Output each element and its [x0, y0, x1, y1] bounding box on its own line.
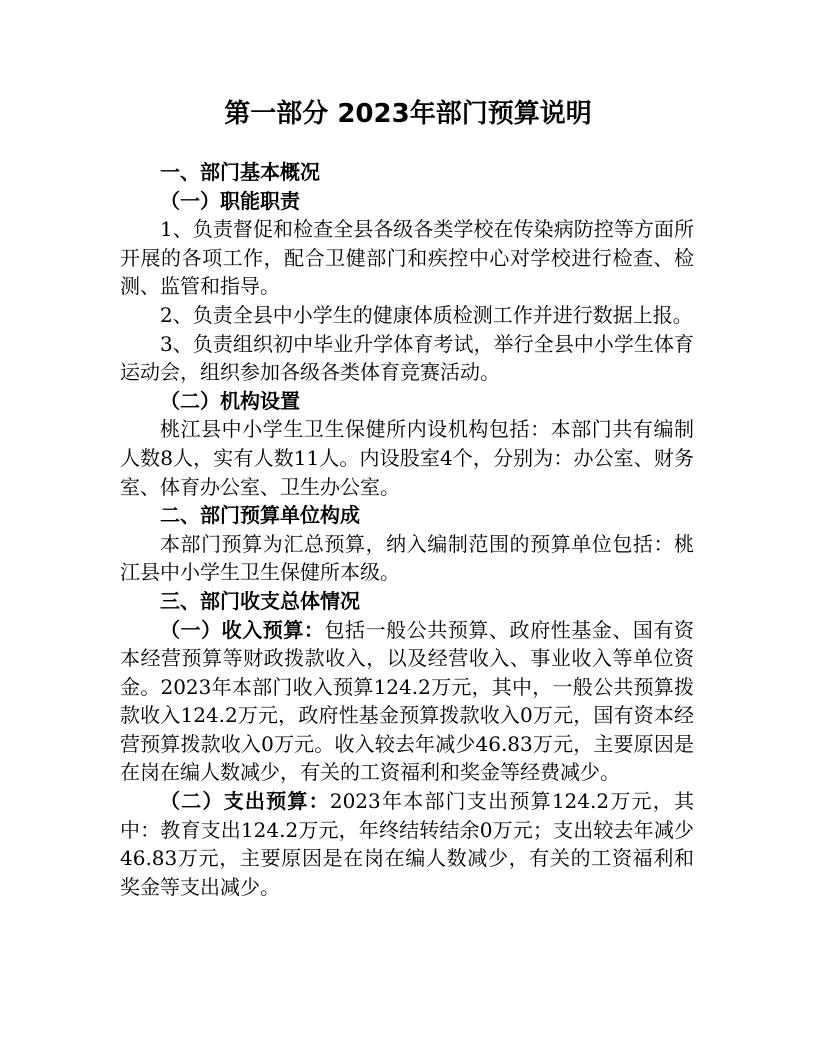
income-budget-paragraph	[120, 616, 694, 788]
duty-paragraph-2: 2、负责全县中小学生的健康体质检测工作并进行数据上报。	[160, 302, 693, 327]
expense-budget-paragraph	[120, 787, 694, 901]
income-budget-text: 包括一般公共预算、政府性基金、国有资本经营预算等财政拨款收入，以及经营收入、事业收入等单位资金。2023年本部门收入预算124.2万元，其中，一般公共预算拨款收入124.2万元，政府性基金预算拨款收入0万元，国有资本经营预算拨款收入0万元。收入较去年减少46.83万元，主要原因是在岗在编人数减少，有关的工资福利和奖金等经费减少。	[120, 617, 695, 785]
duty-paragraph-1: 1、负责督促和检查全县各级各类学校在传染病防控等方面所开展的各项工作，配合卫健部门和疾控中心对学校进行检查、检测、监管和指导。	[120, 217, 694, 299]
section-1-1-heading: （一）职能职责	[160, 188, 300, 213]
expense-budget-label: （二）支出预算：	[160, 789, 330, 814]
section-1-heading: 一、部门基本概况	[160, 160, 320, 184]
budget-unit-paragraph: 本部门预算为汇总预算，纳入编制范围的预算单位包括：桃江县中小学生卫生保健所本级。	[120, 531, 694, 585]
income-budget-label: （一）收入预算：	[160, 617, 325, 642]
page-title: 第一部分 2023年部门预算说明	[224, 99, 592, 129]
section-2-heading: 二、部门预算单位构成	[160, 503, 360, 528]
section-1-2-heading: （二）机构设置	[160, 388, 300, 413]
document-body	[120, 158, 694, 901]
section-3-heading: 三、部门收支总体情况	[160, 588, 360, 613]
organization-paragraph: 桃江县中小学生卫生保健所内设机构包括：本部门共有编制人数8人，实有人数11人。内设股室4个，分别为：办公室、财务室、体育办公室、卫生办公室。	[120, 417, 694, 499]
duty-paragraph-3: 3、负责组织初中毕业升学体育考试，举行全县中小学生体育运动会，组织参加各级各类体育竞赛活动。	[120, 331, 694, 385]
expense-budget-text: 2023年本部门支出预算124.2万元，其中：教育支出124.2万元，年终结转结余0万元；支出较去年减少46.83万元，主要原因是在岗在编人数减少，有关的工资福利和奖金等支出减少。	[120, 789, 695, 899]
